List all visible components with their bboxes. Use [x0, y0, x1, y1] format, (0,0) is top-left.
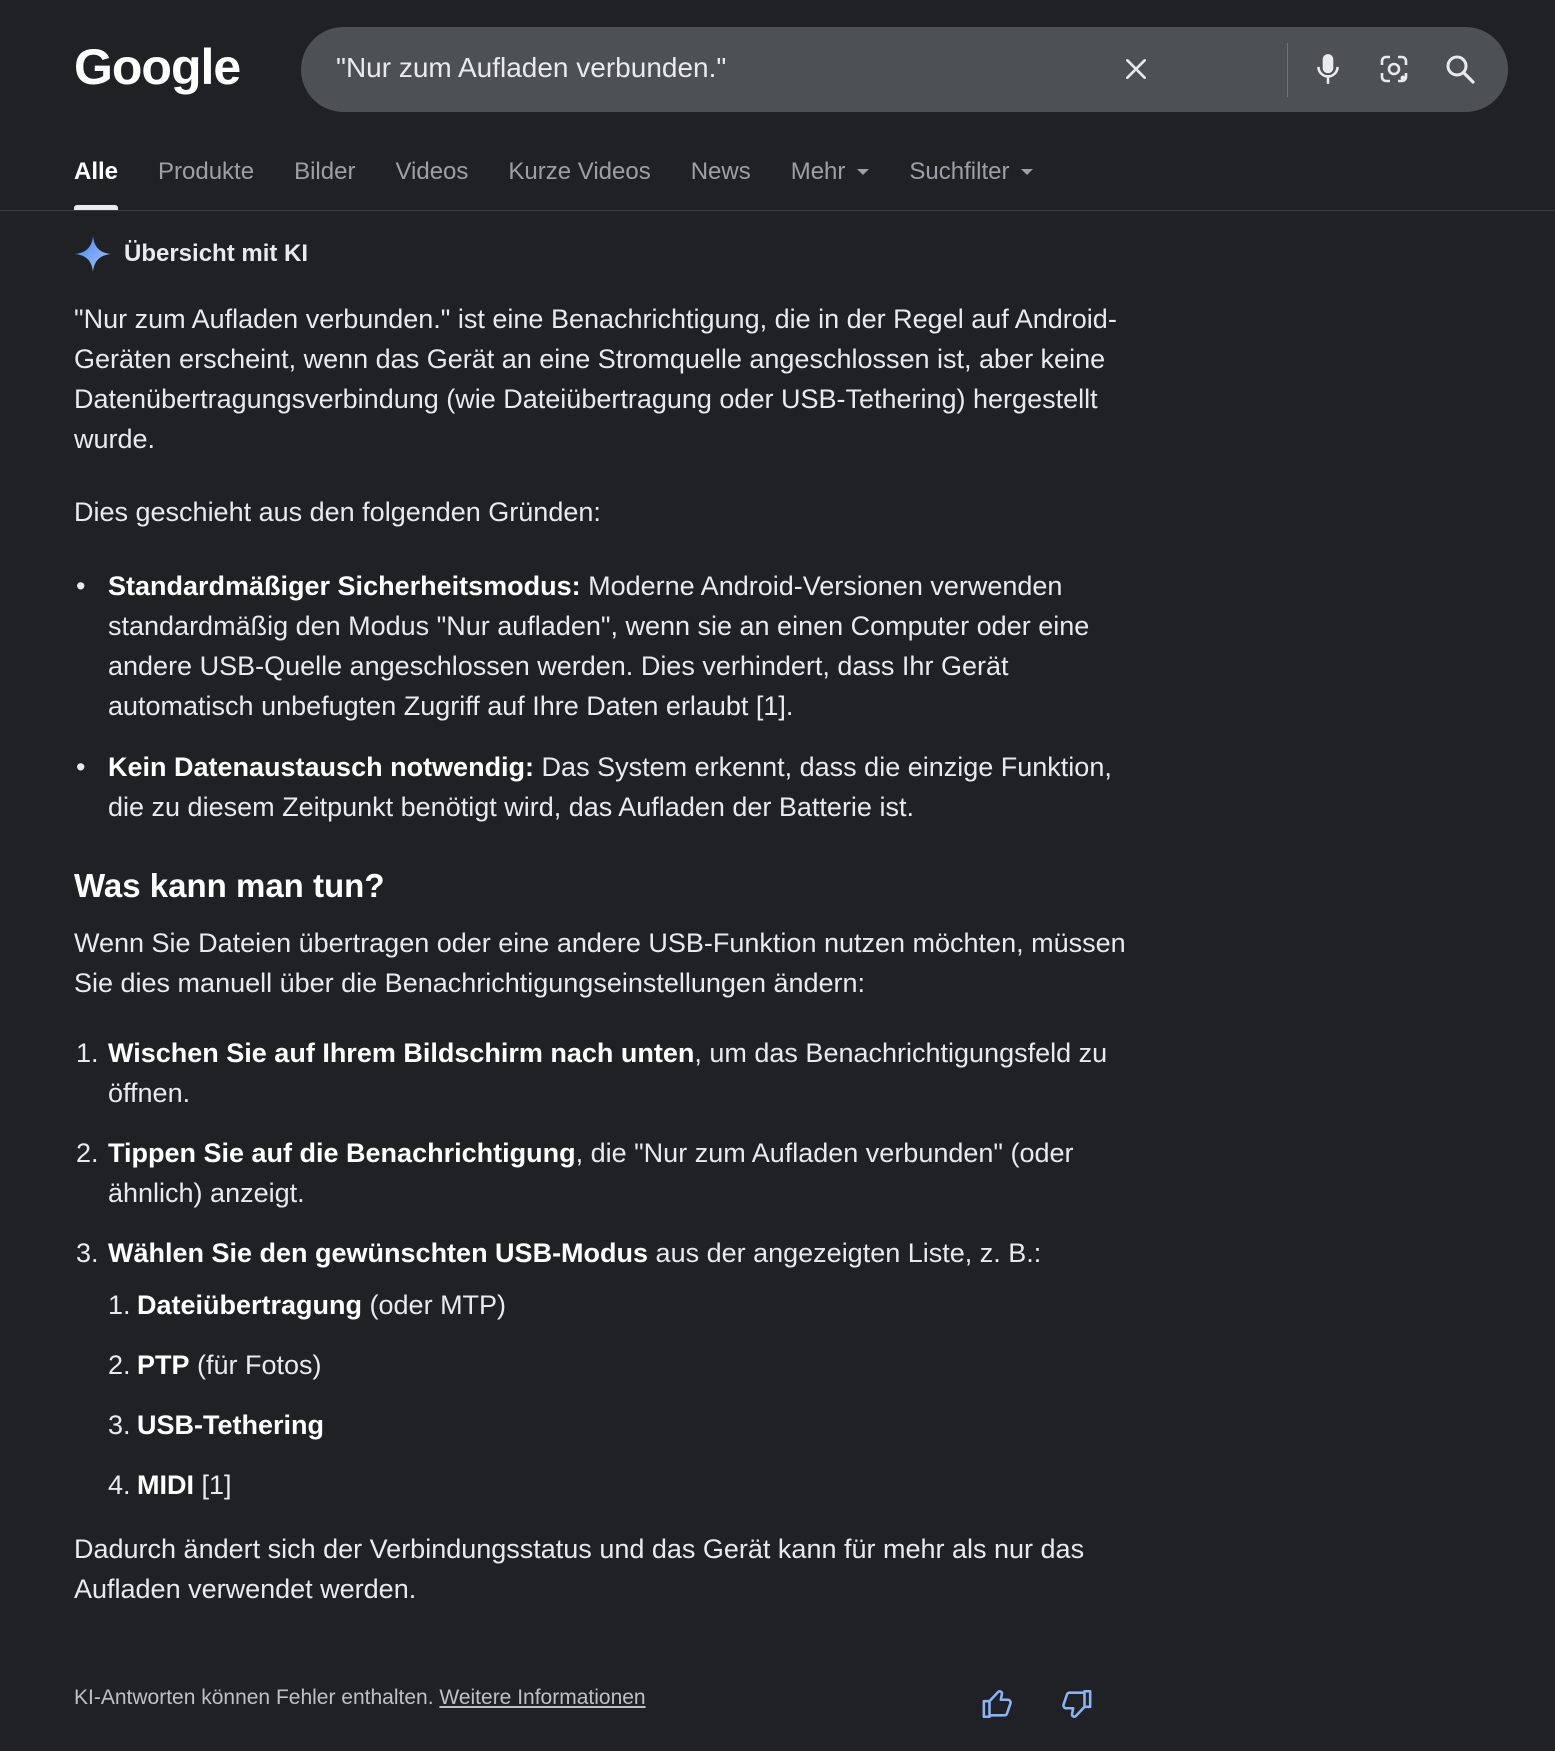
list-item: 4. MIDI [1]	[108, 1470, 232, 1500]
ai-disclaimer	[74, 1686, 1134, 1710]
thumbs-up-icon[interactable]	[978, 1684, 1018, 1724]
tab-videos[interactable]: Videos	[395, 158, 469, 185]
mic-icon[interactable]	[1308, 49, 1348, 89]
thumbs-down-icon[interactable]	[1056, 1684, 1096, 1724]
steps-list	[74, 1033, 1134, 1505]
tab-news[interactable]: News	[690, 158, 751, 185]
sparkle-icon	[74, 235, 112, 273]
tab-mehr[interactable]: Mehr	[791, 158, 870, 210]
steps-lead: Wenn Sie Dateien übertragen oder eine andere USB-Funktion nutzen möchten, müssen Sie dies manuell über die Benachrichtigungseinstellungen ändern:	[74, 928, 1126, 998]
conclusion: Dadurch ändert sich der Verbindungsstatus und das Gerät kann für mehr als nur das Aufladen verwendet werden.	[74, 1534, 1085, 1604]
chevron-down-icon	[857, 169, 869, 175]
list-item: 2. PTP (für Fotos)	[108, 1350, 322, 1380]
section-heading: Was kann man tun?	[74, 867, 385, 904]
ai-overview	[74, 235, 1134, 1609]
search-icon[interactable]	[1440, 49, 1480, 89]
disclaimer-text: KI-Antworten können Fehler enthalten.	[74, 1686, 440, 1709]
list-item: 3. Wählen Sie den gewünschten USB-Modus aus der angezeigten Liste, z. B.: 1. Dateiübertragung (oder MTP) 2. PTP (für Fotos) 3. USB-Tethering 4. MIDI [1]	[74, 1233, 1134, 1505]
search-input[interactable]: "Nur zum Aufladen verbunden."	[336, 52, 727, 83]
tab-alle[interactable]: Alle	[74, 158, 118, 210]
list-item: 1. Dateiübertragung (oder MTP)	[108, 1290, 507, 1320]
list-item: • Standardmäßiger Sicherheitsmodus: Moderne Android-Versionen verwenden standardmäßig den Modus "Nur aufladen", wenn sie an einen Computer oder eine andere USB-Quelle angeschlossen werden. Dies verhindert, dass Ihr Gerät automatisch unbefugten Zugriff auf Ihre Daten erlaubt [1].	[74, 566, 1134, 726]
reasons-lead: Dies geschieht aus den folgenden Gründen:	[74, 497, 601, 527]
google-logo[interactable]: Google	[74, 39, 241, 95]
usb-mode-list	[108, 1285, 1134, 1505]
tab-bilder[interactable]: Bilder	[294, 158, 356, 185]
chevron-down-icon	[1021, 169, 1033, 175]
list-item: 3. USB-Tethering	[108, 1410, 324, 1440]
search-box[interactable]	[301, 27, 1508, 112]
header	[0, 0, 1555, 211]
ai-overview-title	[74, 235, 1134, 273]
reasons-list	[74, 566, 1134, 827]
lens-icon[interactable]	[1374, 49, 1414, 89]
close-icon[interactable]	[1116, 49, 1156, 89]
tab-kurze-videos[interactable]: Kurze Videos	[508, 158, 651, 185]
list-item: 2. Tippen Sie auf die Benachrichtigung, die "Nur zum Aufladen verbunden" (oder ähnlich) anzeigt.	[76, 1138, 1074, 1208]
list-item: • Kein Datenaustausch notwendig: Das System erkennt, dass die einzige Funktion, die zu diesem Zeitpunkt benötigt wird, das Aufladen der Batterie ist.	[74, 747, 1134, 827]
tab-suchfilter[interactable]: Suchfilter	[909, 158, 1033, 210]
ai-intro: "Nur zum Aufladen verbunden." ist eine Benachrichtigung, die in der Regel auf Android-Geräten erscheint, wenn das Gerät an eine Stromquelle angeschlossen ist, aber keine Datenübertragungsverbindung (wie Dateiübertragung oder USB-Tethering) hergestellt wurde.	[74, 304, 1117, 454]
ai-overview-label: Übersicht mit KI	[124, 240, 309, 267]
tab-produkte[interactable]: Produkte	[158, 158, 255, 185]
search-divider	[1287, 43, 1288, 97]
search-tabs	[74, 158, 1073, 210]
list-item: 1. Wischen Sie auf Ihrem Bildschirm nach unten, um das Benachrichtigungsfeld zu öffnen.	[76, 1038, 1108, 1108]
learn-more-link[interactable]: Weitere Informationen	[439, 1686, 646, 1709]
